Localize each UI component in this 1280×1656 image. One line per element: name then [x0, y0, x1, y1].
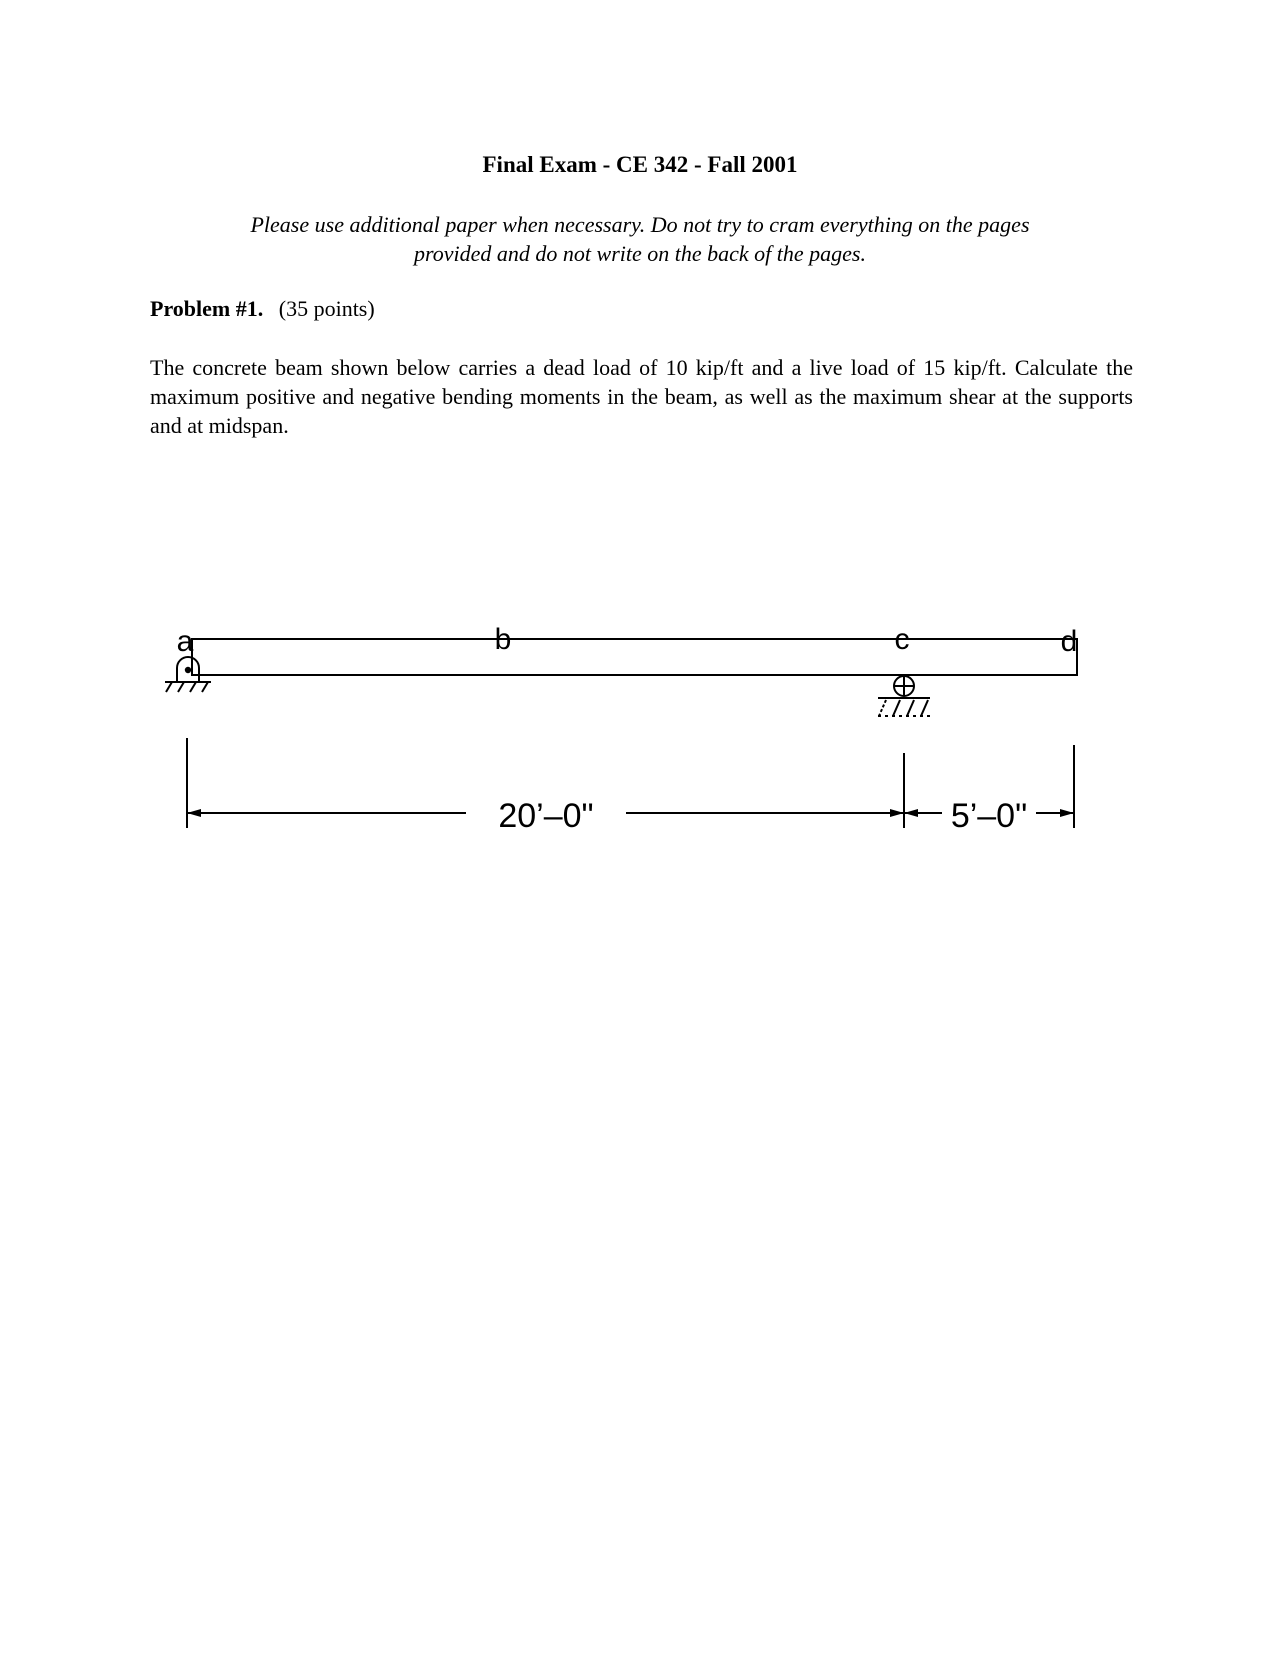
- label-a: a: [176, 625, 194, 658]
- dimension-overhang: 5’–0": [950, 797, 1028, 835]
- instructions-line-2: provided and do not write on the back of the pages.: [414, 241, 866, 266]
- instructions-line-1: Please use additional paper when necessary. Do not try to cram everything on the pages: [250, 212, 1030, 237]
- instructions: [150, 210, 1130, 268]
- label-d: d: [1060, 625, 1078, 658]
- dimension-main-span: 20’–0": [498, 797, 594, 835]
- exam-title: Final Exam - CE 342 - Fall 2001: [482, 152, 798, 177]
- problem-statement: The concrete beam shown below carries a dead load of 10 kip/ft and a live load of 15 kip/ft. Calculate the maximum positive and negative bending moments in the beam, as well as the maximum shear at the supports and at midspan.: [150, 355, 1133, 438]
- problem-number: Problem #1.: [150, 296, 264, 321]
- problem-points: (35 points): [278, 296, 375, 321]
- label-c: c: [894, 623, 910, 656]
- beam-diagram: [150, 620, 1090, 880]
- problem-heading: [150, 296, 375, 322]
- beam: [192, 639, 1077, 675]
- label-b: b: [494, 623, 512, 656]
- roller-support-c: [878, 676, 930, 716]
